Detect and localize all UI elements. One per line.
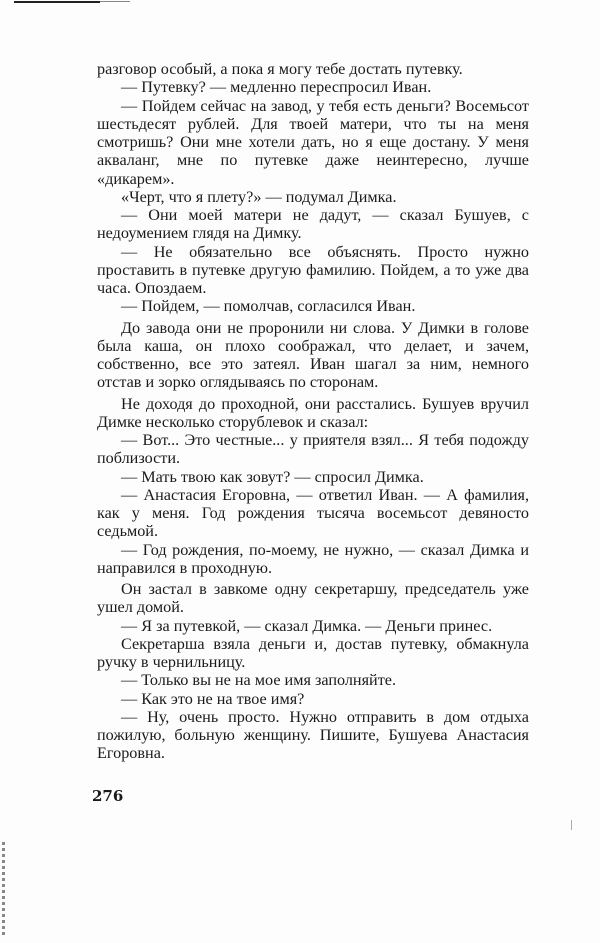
- paragraph-11: — Анастасия Егоровна, — ответил Иван. — А фамилия, как у меня. Год рождения тысяча восемьсот девяносто седьмой.: [97, 485, 529, 541]
- paragraph-4: — Они моей матери не дадут, — сказал Бушуев, с недоумением глядя на Димку.: [97, 206, 529, 243]
- paragraph-14: — Я за путевкой, — сказал Димка. — Деньги принес.: [121, 616, 493, 635]
- paragraph-9: — Вот... Это честные... у приятеля взял... Я тебя подожду поблизости.: [97, 431, 529, 468]
- paragraph-7: До завода они не проронили ни слова. У Димки в голове была каша, он плохо соображал, что делает, и зачем, собственно, все это затеял. Иван шагал за ним, немного отстав и зорко оглядываясь по сторонам.: [97, 318, 529, 392]
- paragraph-1: — Путевку? — медленно переспросил Иван.: [121, 78, 432, 97]
- scan-speck: [571, 820, 572, 830]
- scan-binding-edge: [2, 842, 5, 937]
- paragraph-8: Не доходя до проходной, они расстались. Бушуев вручил Димке несколько сторублевок и сказал:: [97, 394, 529, 431]
- paragraph-6: — Пойдем, — помолчав, согласился Иван.: [121, 297, 416, 316]
- paragraph-15: Секретарша взяла деньги и, достав путевку, обмакнула ручку в чернильницу.: [97, 634, 529, 671]
- paragraph-16: — Только вы не на мое имя заполняйте.: [121, 671, 397, 690]
- scan-edge-rule: [14, 1, 100, 3]
- page-number: 276: [92, 787, 124, 805]
- paragraph-12: — Год рождения, по-моему, не нужно, — сказал Димка и направился в проходную.: [97, 540, 529, 577]
- paragraph-0: разговор особый, а пока я могу тебе достать путевку.: [97, 60, 463, 78]
- paragraph-18: — Ну, очень просто. Нужно отправить в дом отдыха пожилую, больную женщину. Пишите, Бушуева Анастасия Егоровна.: [97, 707, 529, 763]
- paragraph-3: «Черт, что я плету?» — подумал Димка.: [121, 187, 397, 206]
- paragraph-10: — Мать твою как зовут? — спросил Димка.: [121, 467, 424, 486]
- book-page-text: [97, 60, 529, 763]
- paragraph-17: — Как это не на твое имя?: [121, 689, 305, 708]
- scan-edge-rule-faint: [100, 1, 130, 2]
- paragraph-13: Он застал в завкоме одну секретаршу, председатель уже ушел домой.: [97, 580, 529, 617]
- paragraph-2: — Пойдем сейчас на завод, у тебя есть деньги? Восемьсот шестьдесят рублей. Для твоей матери, что ты на меня смотришь? Они мне хотели дать, но я еще достану. У меня акваланг, мне по путевке даже неинтересно, лучше «дикарем».: [97, 96, 529, 188]
- paragraph-5: — Не обязательно все объяснять. Просто нужно проставить в путевке другую фамилию. Пойдем, а то уже два часа. Опоздаем.: [97, 242, 529, 297]
